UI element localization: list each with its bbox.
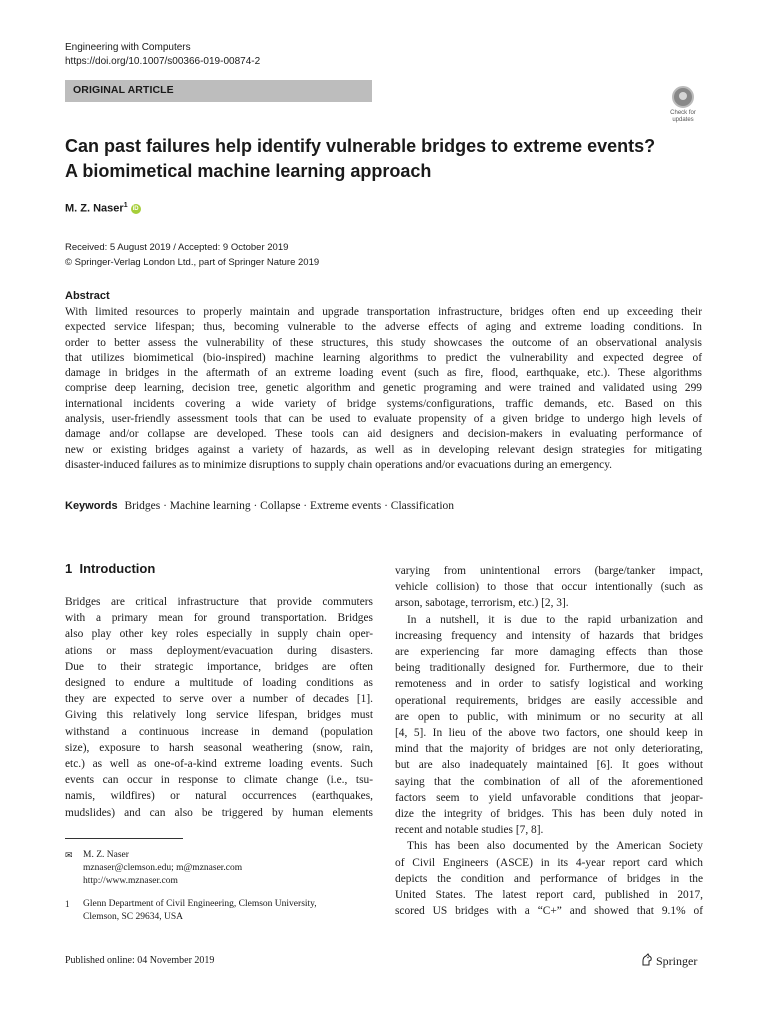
article-type-banner	[65, 80, 372, 102]
keywords-list: Bridges · Machine learning · Collapse · Extreme events · Classification	[124, 500, 455, 512]
author-affiliation-mark: 1	[123, 202, 128, 209]
footnotes	[65, 849, 365, 924]
body-line: mind that the majority of bridges are not only deteriorating,	[395, 743, 703, 756]
body-line: designed to endure a multitude of loading conditions as	[65, 677, 373, 690]
body-line: withstand a continuous increase in demand (population	[65, 725, 373, 738]
contact-name: M. Z. Naser	[83, 850, 129, 860]
body-line: Bridges are critical infrastructure that provide commuters	[65, 596, 373, 608]
abstract-heading: Abstract	[65, 290, 110, 302]
author-line	[65, 202, 141, 215]
contact-email[interactable]: mznaser@clemson.edu; m@mznaser.com	[83, 863, 243, 873]
copyright: © Springer-Verlag London Ltd., part of Springer Nature 2019	[65, 257, 320, 268]
body-line: vehicle collision) to those that occur intentionally (such as	[395, 581, 703, 594]
body-line: remoteness and in order to satisfy logistical and working	[395, 678, 703, 691]
body-line: In a nutshell, it is due to the rapid urbanization and	[407, 613, 703, 626]
body-line: depicts the condition and performance of bridges in the	[395, 872, 703, 885]
right-column	[395, 563, 703, 919]
section-heading-introduction	[65, 561, 155, 576]
paper-title	[65, 134, 705, 184]
section-title: Introduction	[79, 561, 156, 576]
body-line: varying from unintentional errors (barge/tanker impact,	[395, 565, 703, 577]
affiliation-footnote	[65, 898, 365, 924]
check-updates-icon	[672, 86, 694, 108]
abstract-line: international incidents covering a wide variety of bridge systems/configurations, traffic demands, etc. Based on this	[65, 397, 702, 410]
body-line: Due to their strategic importance, bridges are often	[65, 660, 373, 673]
body-line: being traditionally designed for. Furthermore, due to their	[395, 662, 703, 675]
body-line: dize the integrity of bridges. This has been duly noted in	[395, 808, 703, 821]
body-line: [4, 5]. In lieu of the above two factors, one should keep in	[395, 727, 703, 740]
title-line-2: A biomimetical machine learning approach	[65, 161, 432, 181]
springer-horse-icon	[640, 953, 654, 967]
envelope-icon: ✉	[65, 850, 73, 860]
title-line-1: Can past failures help identify vulnerable bridges to extreme events?	[65, 136, 656, 156]
body-line: are experiencing far more damaging effects than those	[395, 646, 703, 659]
body-line: saying that the combination of all of the aforementioned	[395, 775, 703, 788]
body-line: of Civil Engineers (ASCE) in its 4-year report card which	[395, 856, 703, 869]
body-line: mudslides) and can also be triggered by human elements	[65, 806, 373, 819]
abstract-line: comprise deep learning, decision tree, genetic algorithm and genetic programing and were trained and validated using 299	[65, 382, 702, 395]
affiliation-line-2: Clemson, SC 29634, USA	[83, 912, 184, 922]
abstract-line: disaster-induced failures as to minimize disruptions to supply chain operations and/or evacuations during an emergency.	[65, 458, 613, 471]
body-line: scored US bridges with a “C+” and showed that 9.1% of	[395, 905, 703, 918]
abstract-line: that utilizes biomimetical (bio-inspired) machine learning algorithms to predict the vulnerability and expected degree of	[65, 351, 702, 364]
body-line: increasing frequency and intensity of hazards that bridges	[395, 629, 703, 642]
article-type-label: ORIGINAL ARTICLE	[73, 84, 174, 96]
publisher-name: Springer	[656, 954, 698, 968]
contact-footnote	[65, 849, 365, 888]
abstract-line: analysis, user-friendly assessment tools that can be used to evaluate propensity of a given bridge to undergo high levels of	[65, 413, 702, 426]
check-for-updates-badge[interactable]	[665, 86, 701, 124]
published-online: Published online: 04 November 2019	[65, 955, 215, 966]
journal-name: Engineering with Computers	[65, 42, 191, 53]
abstract-line: damage and/or collapse are developed. These tools can aid designers and decision-makers in evaluating performance of	[65, 428, 702, 441]
body-line: ations or mass deployment/evacuation during disasters.	[65, 644, 373, 657]
abstract-line: new or existing bridges against a variety of hazards, as well as in developing relevant design strategies for mitigating	[65, 443, 702, 456]
body-line: This has been also documented by the American Society	[407, 840, 703, 853]
article-dates	[65, 240, 319, 270]
body-line: they are expected to serve over a number of decades [1].	[65, 693, 373, 706]
body-line: events can occur in response to climate change (i.e., tsu-	[65, 774, 373, 787]
keywords-label: Keywords	[65, 500, 118, 512]
left-column	[65, 594, 373, 821]
abstract-line: expected service lifespan; thus, becoming vulnerable to the adverse effects of aging and extreme loading conditions. In	[65, 321, 702, 334]
doi-link[interactable]: https://doi.org/10.1007/s00366-019-00874-2	[65, 56, 261, 67]
body-line: recent and notable studies [7, 8].	[395, 824, 544, 837]
publisher-logo[interactable]	[640, 953, 697, 969]
check-updates-text: Check for updates	[670, 110, 696, 123]
body-line: are open to public, with minimum or no security at all	[395, 710, 703, 723]
contact-website[interactable]: http://www.mznaser.com	[83, 876, 178, 886]
body-line: Giving this relatively long service lifespan, bridges must	[65, 709, 373, 722]
body-line: arson, sabotage, terrorism, etc.) [2, 3].	[395, 597, 569, 610]
keywords	[65, 500, 454, 512]
abstract-body	[65, 305, 702, 473]
body-line: size), exposure to harsh seasonal weathering (snow, rain,	[65, 741, 373, 754]
section-number: 1	[65, 561, 73, 576]
body-line: operational requirements, bridges are easily accessible and	[395, 694, 703, 707]
body-line: namis, wildfires) or natural occurrences (earthquakes,	[65, 790, 373, 803]
body-line: factors seem to yield unfavorable conditions that jeopar-	[395, 791, 703, 804]
author-name[interactable]: M. Z. Naser	[65, 202, 124, 215]
affiliation-mark: 1	[65, 899, 70, 909]
received-accepted: Received: 5 August 2019 / Accepted: 9 October 2019	[65, 242, 289, 253]
body-line: also play other key roles especially in supply chain oper-	[65, 628, 373, 641]
abstract-line: With limited resources to properly maintain and upgrade transportation infrastructure, bridges often end up exceeding their	[65, 306, 702, 318]
abstract-line: damage in bridges in the aftermath of an extreme loading event (such as fire, flood, earthquake, etc.). These algorithms	[65, 367, 702, 380]
body-line: United States. The latest report card, published in 2017,	[395, 889, 703, 902]
affiliation-line-1: Glenn Department of Civil Engineering, Clemson University,	[83, 899, 317, 909]
orcid-icon[interactable]: iD	[132, 205, 139, 212]
body-line: but are also inadequately maintained [6]. It goes without	[395, 759, 703, 772]
body-line: with a primary mean for ground transportation. Bridges	[65, 612, 373, 625]
journal-info	[65, 41, 260, 69]
body-line: etc.) as well as one-of-a-kind extreme loading events. Such	[65, 758, 373, 771]
footnote-divider	[65, 838, 183, 839]
abstract-line: order to better assess the vulnerability of these structures, this study showcases the outcome of an observational analysis	[65, 336, 702, 349]
